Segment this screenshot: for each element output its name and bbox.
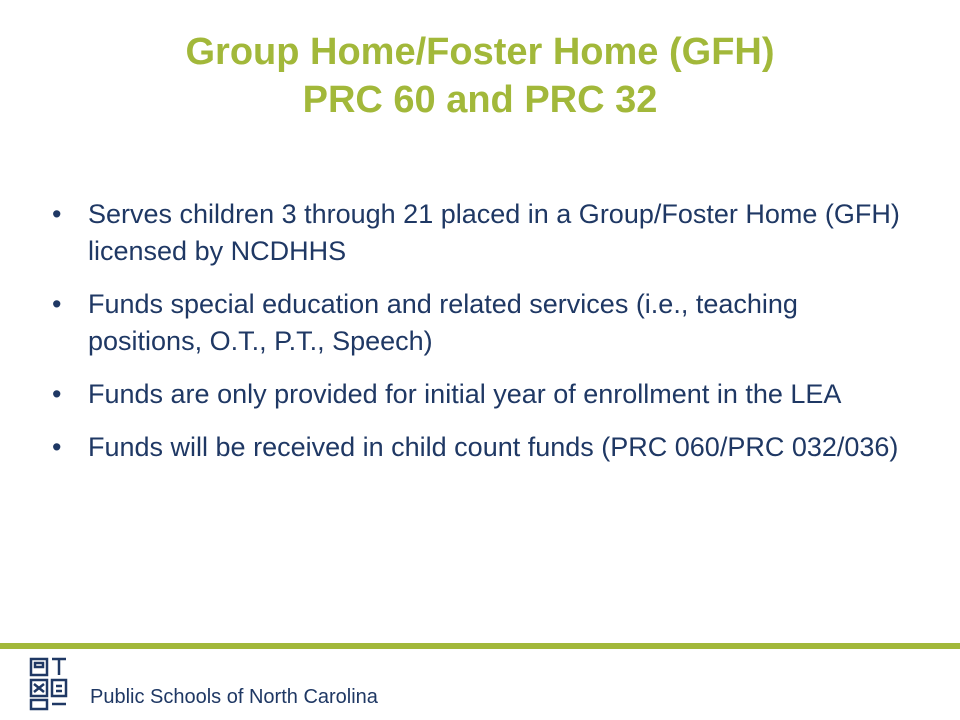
bullet-text: Funds special education and related services (i.e., teaching positions, O.T., P.T., Speech) xyxy=(88,289,798,356)
footer xyxy=(28,656,378,712)
slide-title-line-1: Group Home/Foster Home (GFH) xyxy=(185,31,775,73)
slide-title-line-2: PRC 60 and PRC 32 xyxy=(302,79,658,121)
bullet-list xyxy=(52,196,912,482)
bullet-text: Funds are only provided for initial year of enrollment in the LEA xyxy=(88,379,842,409)
bullet-item: • Funds special education and related services (i.e., teaching positions, O.T., P.T., Speech) xyxy=(52,289,798,356)
footer-org-name: Public Schools of North Carolina xyxy=(90,685,378,708)
nc-dpi-logo-icon xyxy=(28,656,80,712)
footer-divider xyxy=(0,643,960,649)
bullet-item: • Serves children 3 through 21 placed in a Group/Foster Home (GFH) licensed by NCDHHS xyxy=(52,199,900,266)
bullet-item: • Funds will be received in child count funds (PRC 060/PRC 032/036) xyxy=(52,432,899,462)
bullet-text: Serves children 3 through 21 placed in a Group/Foster Home (GFH) licensed by NCDHHS xyxy=(88,199,900,266)
bullet-text: Funds will be received in child count funds (PRC 060/PRC 032/036) xyxy=(88,432,899,462)
bullet-item: • Funds are only provided for initial year of enrollment in the LEA xyxy=(52,379,842,409)
slide-title xyxy=(0,28,960,124)
